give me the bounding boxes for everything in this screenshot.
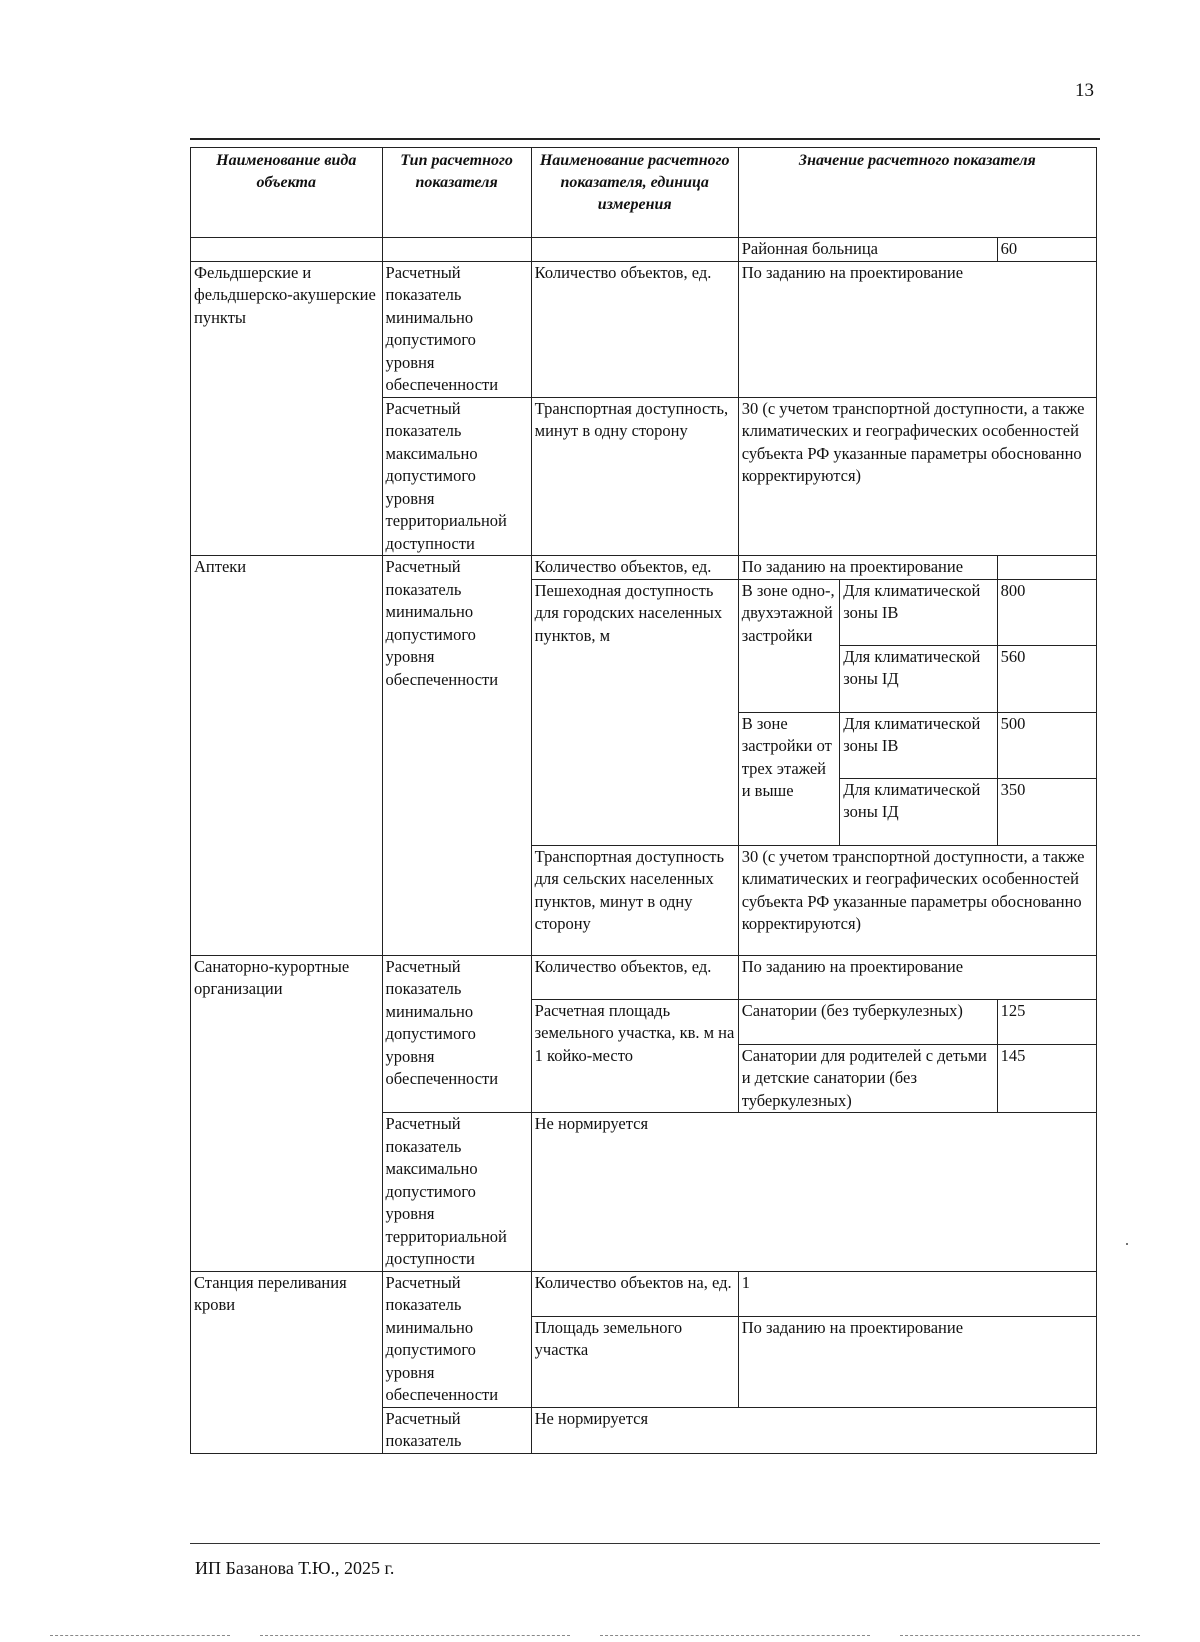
header-indicator-value: Значение расчетного показателя (738, 148, 1096, 238)
empty-cell (531, 238, 738, 262)
cell-pharmacy-transport: Транспортная доступность для сельских населенных пунктов, минут в одну сторону (531, 845, 738, 955)
cell-value-350: 350 (997, 778, 1096, 845)
scan-edge-line (260, 1635, 570, 1636)
cell-climate-id: Для климатической зоны IД (840, 645, 997, 712)
page-number: 13 (1075, 80, 1094, 101)
scan-edge-line (600, 1635, 870, 1636)
empty-cell (997, 556, 1096, 580)
scan-edge-line (50, 1635, 230, 1636)
cell-pharmacy-count-value: По заданию на проектирование (738, 556, 997, 580)
cell-sanatorium-type-max: Расчетный показатель максимально допустимого уровня территориальной доступности (382, 1113, 531, 1272)
cell-blood-type-min: Расчетный показатель минимально допустимого уровня обеспеченности (382, 1271, 531, 1407)
scan-edge-line (900, 1635, 1140, 1636)
cell-value-125: 125 (997, 999, 1096, 1044)
cell-blood-object: Станция переливания крови (191, 1271, 383, 1453)
table-row (191, 955, 1097, 999)
cell-value-560: 560 (997, 645, 1096, 712)
cell-blood-count-value: 1 (738, 1271, 1096, 1316)
header-indicator-type: Тип расчетного показателя (382, 148, 531, 238)
cell-sanatorium-count: Количество объектов, ед. (531, 955, 738, 999)
cell-sanatorium-s1: Санатории (без туберкулезных) (738, 999, 997, 1044)
cell-zone-high: В зоне застройки от трех этажей и выше (738, 712, 839, 845)
cell-fap-count-value: По заданию на проектирование (738, 261, 1096, 397)
cell-pharmacy-transport-value: 30 (с учетом транспортной доступности, а также климатических и географических особенностей субъекта РФ указанные параметры обоснованно корректируются) (738, 845, 1096, 955)
cell-fap-type-max: Расчетный показатель максимально допустимого уровня территориальной доступности (382, 397, 531, 556)
cell-sanatorium-s2: Санатории для родителей с детьми и детские санатории (без туберкулезных) (738, 1044, 997, 1113)
cell-fap-object: Фельдшерские и фельдшерско-акушерские пункты (191, 261, 383, 556)
cell-pharmacy-walk: Пешеходная доступность для городских населенных пунктов, м (531, 579, 738, 845)
empty-cell (382, 238, 531, 262)
cell-sanatorium-area: Расчетная площадь земельного участка, кв. м на 1 койко-место (531, 999, 738, 1113)
cell-climate-iv: Для климатической зоны IВ (840, 579, 997, 645)
header-rule (190, 138, 1100, 140)
cell-district-hospital: Районная больница (738, 238, 997, 262)
header-indicator-name: Наименование расчетного показателя, единица измерения (531, 148, 738, 238)
cell-pharmacy-type-min: Расчетный показатель минимально допустимого уровня обеспеченности (382, 556, 531, 956)
table-row (191, 261, 1097, 397)
cell-value-145: 145 (997, 1044, 1096, 1113)
cell-blood-land-value: По заданию на проектирование (738, 1316, 1096, 1407)
cell-fap-count: Количество объектов, ед. (531, 261, 738, 397)
table-header-row (191, 148, 1097, 238)
cell-district-hospital-value: 60 (997, 238, 1096, 262)
cell-fap-transport: Транспортная доступность, минут в одну сторону (531, 397, 738, 556)
table-row (191, 1271, 1097, 1316)
cell-sanatorium-type-min: Расчетный показатель минимально допустимого уровня обеспеченности (382, 955, 531, 1113)
table-row (191, 556, 1097, 580)
cell-pharmacy-count: Количество объектов, ед. (531, 556, 738, 580)
cell-fap-type-min: Расчетный показатель минимально допустимого уровня обеспеченности (382, 261, 531, 397)
cell-pharmacy-object: Аптеки (191, 556, 383, 956)
empty-cell (191, 238, 383, 262)
header-object: Наименование вида объекта (191, 148, 383, 238)
cell-value-500: 500 (997, 712, 1096, 778)
footer-rule (190, 1543, 1100, 1544)
norms-table (190, 147, 1097, 1454)
cell-sanatorium-not-normed: Не нормируется (531, 1113, 1096, 1272)
cell-blood-land: Площадь земельного участка (531, 1316, 738, 1407)
cell-value-800: 800 (997, 579, 1096, 645)
scan-speck (1126, 1243, 1128, 1245)
cell-zone-low: В зоне одно-, двухэтажной застройки (738, 579, 839, 712)
cell-climate-iv: Для климатической зоны IВ (840, 712, 997, 778)
cell-sanatorium-object: Санаторно-курортные организации (191, 955, 383, 1271)
footer-text: ИП Базанова Т.Ю., 2025 г. (195, 1558, 395, 1578)
table-row (191, 238, 1097, 262)
cell-blood-type-max: Расчетный показатель (382, 1407, 531, 1453)
cell-fap-transport-value: 30 (с учетом транспортной доступности, а также климатических и географических особенностей субъекта РФ указанные параметры обоснованно корректируются) (738, 397, 1096, 556)
cell-climate-id: Для климатической зоны IД (840, 778, 997, 845)
cell-sanatorium-count-value: По заданию на проектирование (738, 955, 1096, 999)
cell-blood-not-normed: Не нормируется (531, 1407, 1096, 1453)
cell-blood-count: Количество объектов на, ед. (531, 1271, 738, 1316)
